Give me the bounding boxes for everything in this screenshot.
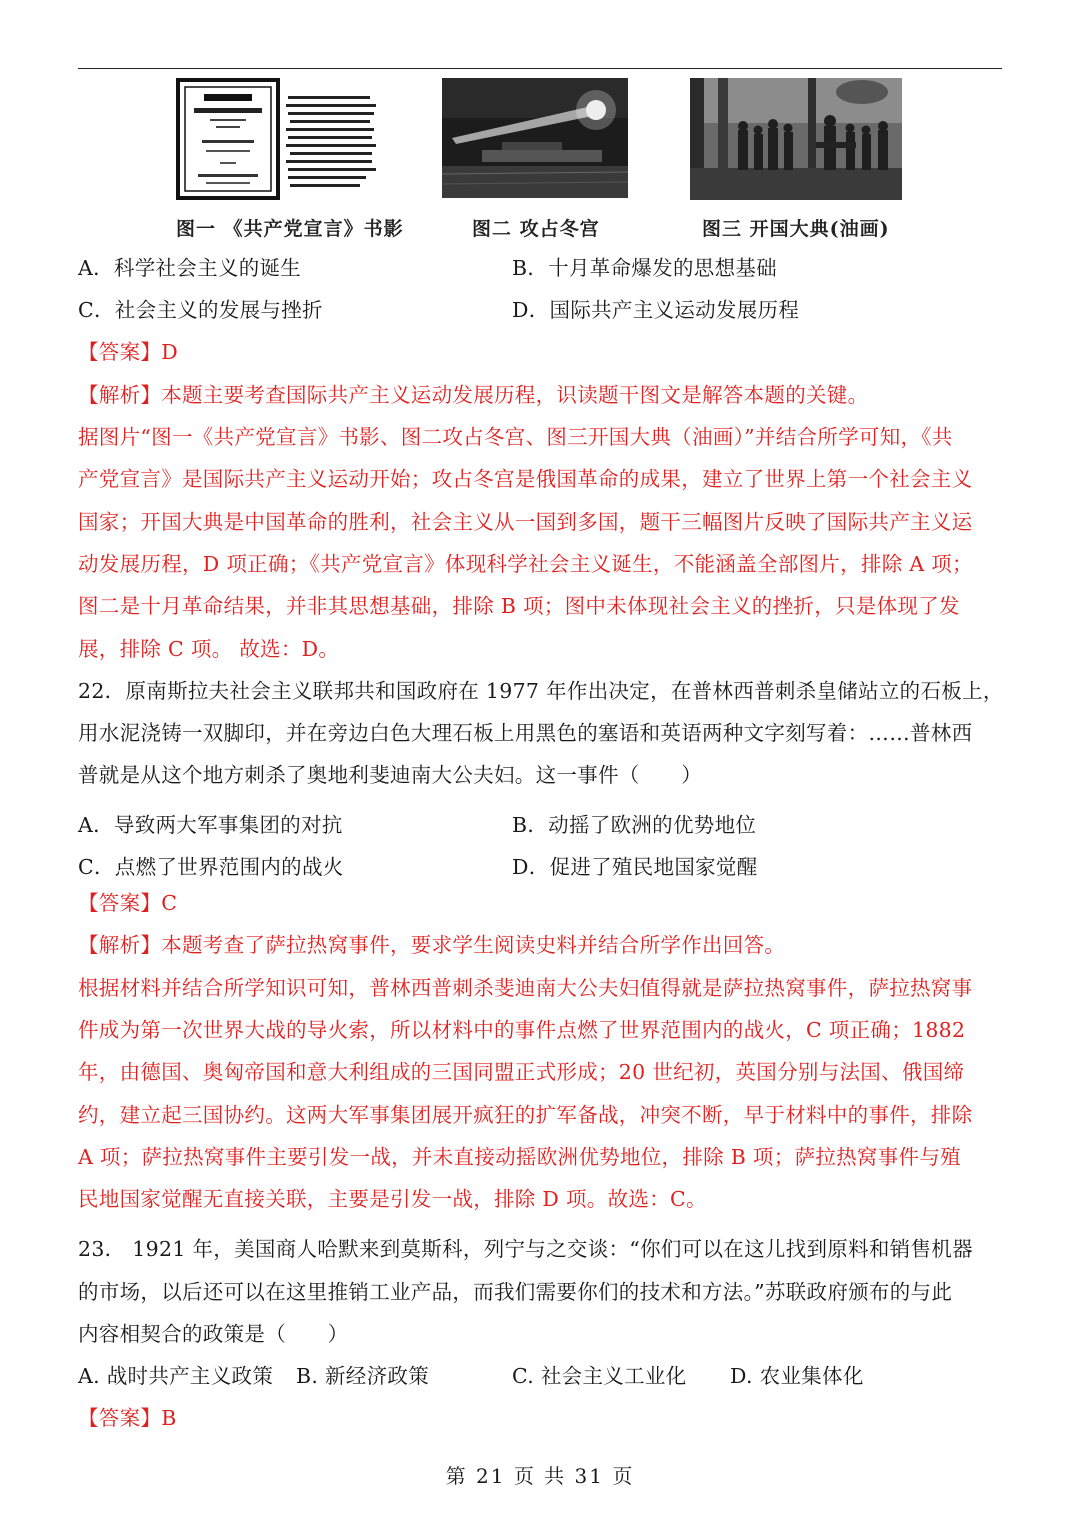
q23-stem-line: 内容相契合的政策是（ ） (78, 1322, 349, 1346)
q21-option-a: A．科学社会主义的诞生 (78, 256, 302, 280)
q22-analysis-line: 约，建立起三国协约。这两大军事集团展开疯狂的扩军备战，冲突不断，早于材料中的事件，排除 (78, 1103, 973, 1127)
q22-stem-line: 用水泥浇铸一双脚印，并在旁边白色大理石板上用黑色的塞语和英语两种文字刻写着：……普林西 (78, 721, 973, 745)
q21-option-b: B．十月革命爆发的思想基础 (512, 256, 777, 280)
figure-manifesto-image (176, 78, 386, 203)
q21-option-d: D．国际共产主义运动发展历程 (512, 298, 800, 322)
q22-option-c: C．点燃了世界范围内的战火 (78, 855, 344, 879)
q21-analysis-line: 据图片“图一《共产党宣言》书影、图二攻占冬宫、图三开国大典（油画）”并结合所学可知，《共 (78, 425, 953, 449)
q21-analysis-line: 【解析】本题主要考查国际共产主义运动发展历程，识读题干图文是解答本题的关键。 (78, 383, 869, 407)
q22-stem-line: 普就是从这个地方刺杀了奥地利斐迪南大公夫妇。这一事件（ ） (78, 763, 702, 787)
figure-founding-ceremony-image (690, 78, 902, 200)
header-rule (78, 68, 1002, 69)
q22-option-d: D．促进了殖民地国家觉醒 (512, 855, 758, 879)
q23-option-c: C. 社会主义工业化 (512, 1364, 687, 1388)
figure-winter-palace-image (442, 78, 628, 198)
q21-analysis-line: 展，排除 C 项。 故选：D。 (78, 637, 340, 661)
q21-analysis-line: 国家；开国大典是中国革命的胜利，社会主义从一国到多国，题干三幅图片反映了国际共产主义运 (78, 510, 973, 534)
q21-analysis-line: 产党宣言》是国际共产主义运动开始；攻占冬宫是俄国革命的成果，建立了世界上第一个社会主义 (78, 467, 973, 491)
q21-answer: 【答案】D (78, 340, 178, 364)
q21-analysis-line: 动发展历程，D 项正确；《共产党宣言》体现科学社会主义诞生，不能涵盖全部图片，排除 A 项； (78, 552, 973, 576)
q23-option-a: A. 战时共产主义政策 (78, 1364, 274, 1388)
q23-stem-line: 的市场，以后还可以在这里推销工业产品，而我们需要你们的技术和方法。”苏联政府颁布的与此 (78, 1280, 953, 1304)
q22-analysis-line: 年，由德国、奥匈帝国和意大利组成的三国同盟正式形成；20 世纪初，英国分别与法国、俄国缔 (78, 1060, 965, 1084)
q22-stem-line: 22．原南斯拉夫社会主义联邦共和国政府在 1977 年作出决定，在普林西普刺杀皇储站立的石板上， (78, 679, 1004, 703)
q23-option-d: D. 农业集体化 (730, 1364, 864, 1388)
q22-analysis-line: 根据材料并结合所学知识可知，普林西普刺杀斐迪南大公夫妇值得就是萨拉热窝事件，萨拉热窝事 (78, 976, 973, 1000)
q22-answer: 【答案】C (78, 891, 178, 915)
q22-option-a: A．导致两大军事集团的对抗 (78, 813, 343, 837)
q22-option-b: B．动摇了欧洲的优势地位 (512, 813, 757, 837)
q21-analysis-line: 图二是十月革命结果，并非其思想基础，排除 B 项；图中未体现社会主义的挫折，只是体现了发 (78, 594, 960, 618)
q23-option-b: B. 新经济政策 (296, 1364, 429, 1388)
figure-caption-2: 图二 攻占冬宫 (472, 218, 600, 240)
q22-analysis-line: 民地国家觉醒无直接关联，主要是引发一战，排除 D 项。故选：C。 (78, 1187, 707, 1211)
figure-caption-1: 图一 《共产党宣言》书影 (176, 218, 404, 240)
q23-stem-line: 23． 1921 年，美国商人哈默来到莫斯科，列宁与之交谈：“你们可以在这儿找到原料和销售机器 (78, 1237, 973, 1261)
q22-analysis-line: 【解析】本题考查了萨拉热窝事件，要求学生阅读史料并结合所学作出回答。 (78, 933, 786, 957)
q23-answer: 【答案】B (78, 1406, 177, 1430)
figure-caption-3: 图三 开国大典(油画) (702, 218, 890, 240)
page-footer: 第 21 页 共 31 页 (445, 1464, 635, 1488)
q21-option-c: C．社会主义的发展与挫折 (78, 298, 323, 322)
q22-analysis-line: A 项；萨拉热窝事件主要引发一战，并未直接动摇欧洲优势地位，排除 B 项；萨拉热窝事件与殖 (78, 1145, 961, 1169)
q22-analysis-line: 件成为第一次世界大战的导火索，所以材料中的事件点燃了世界范围内的战火，C 项正确；1882 (78, 1018, 966, 1042)
